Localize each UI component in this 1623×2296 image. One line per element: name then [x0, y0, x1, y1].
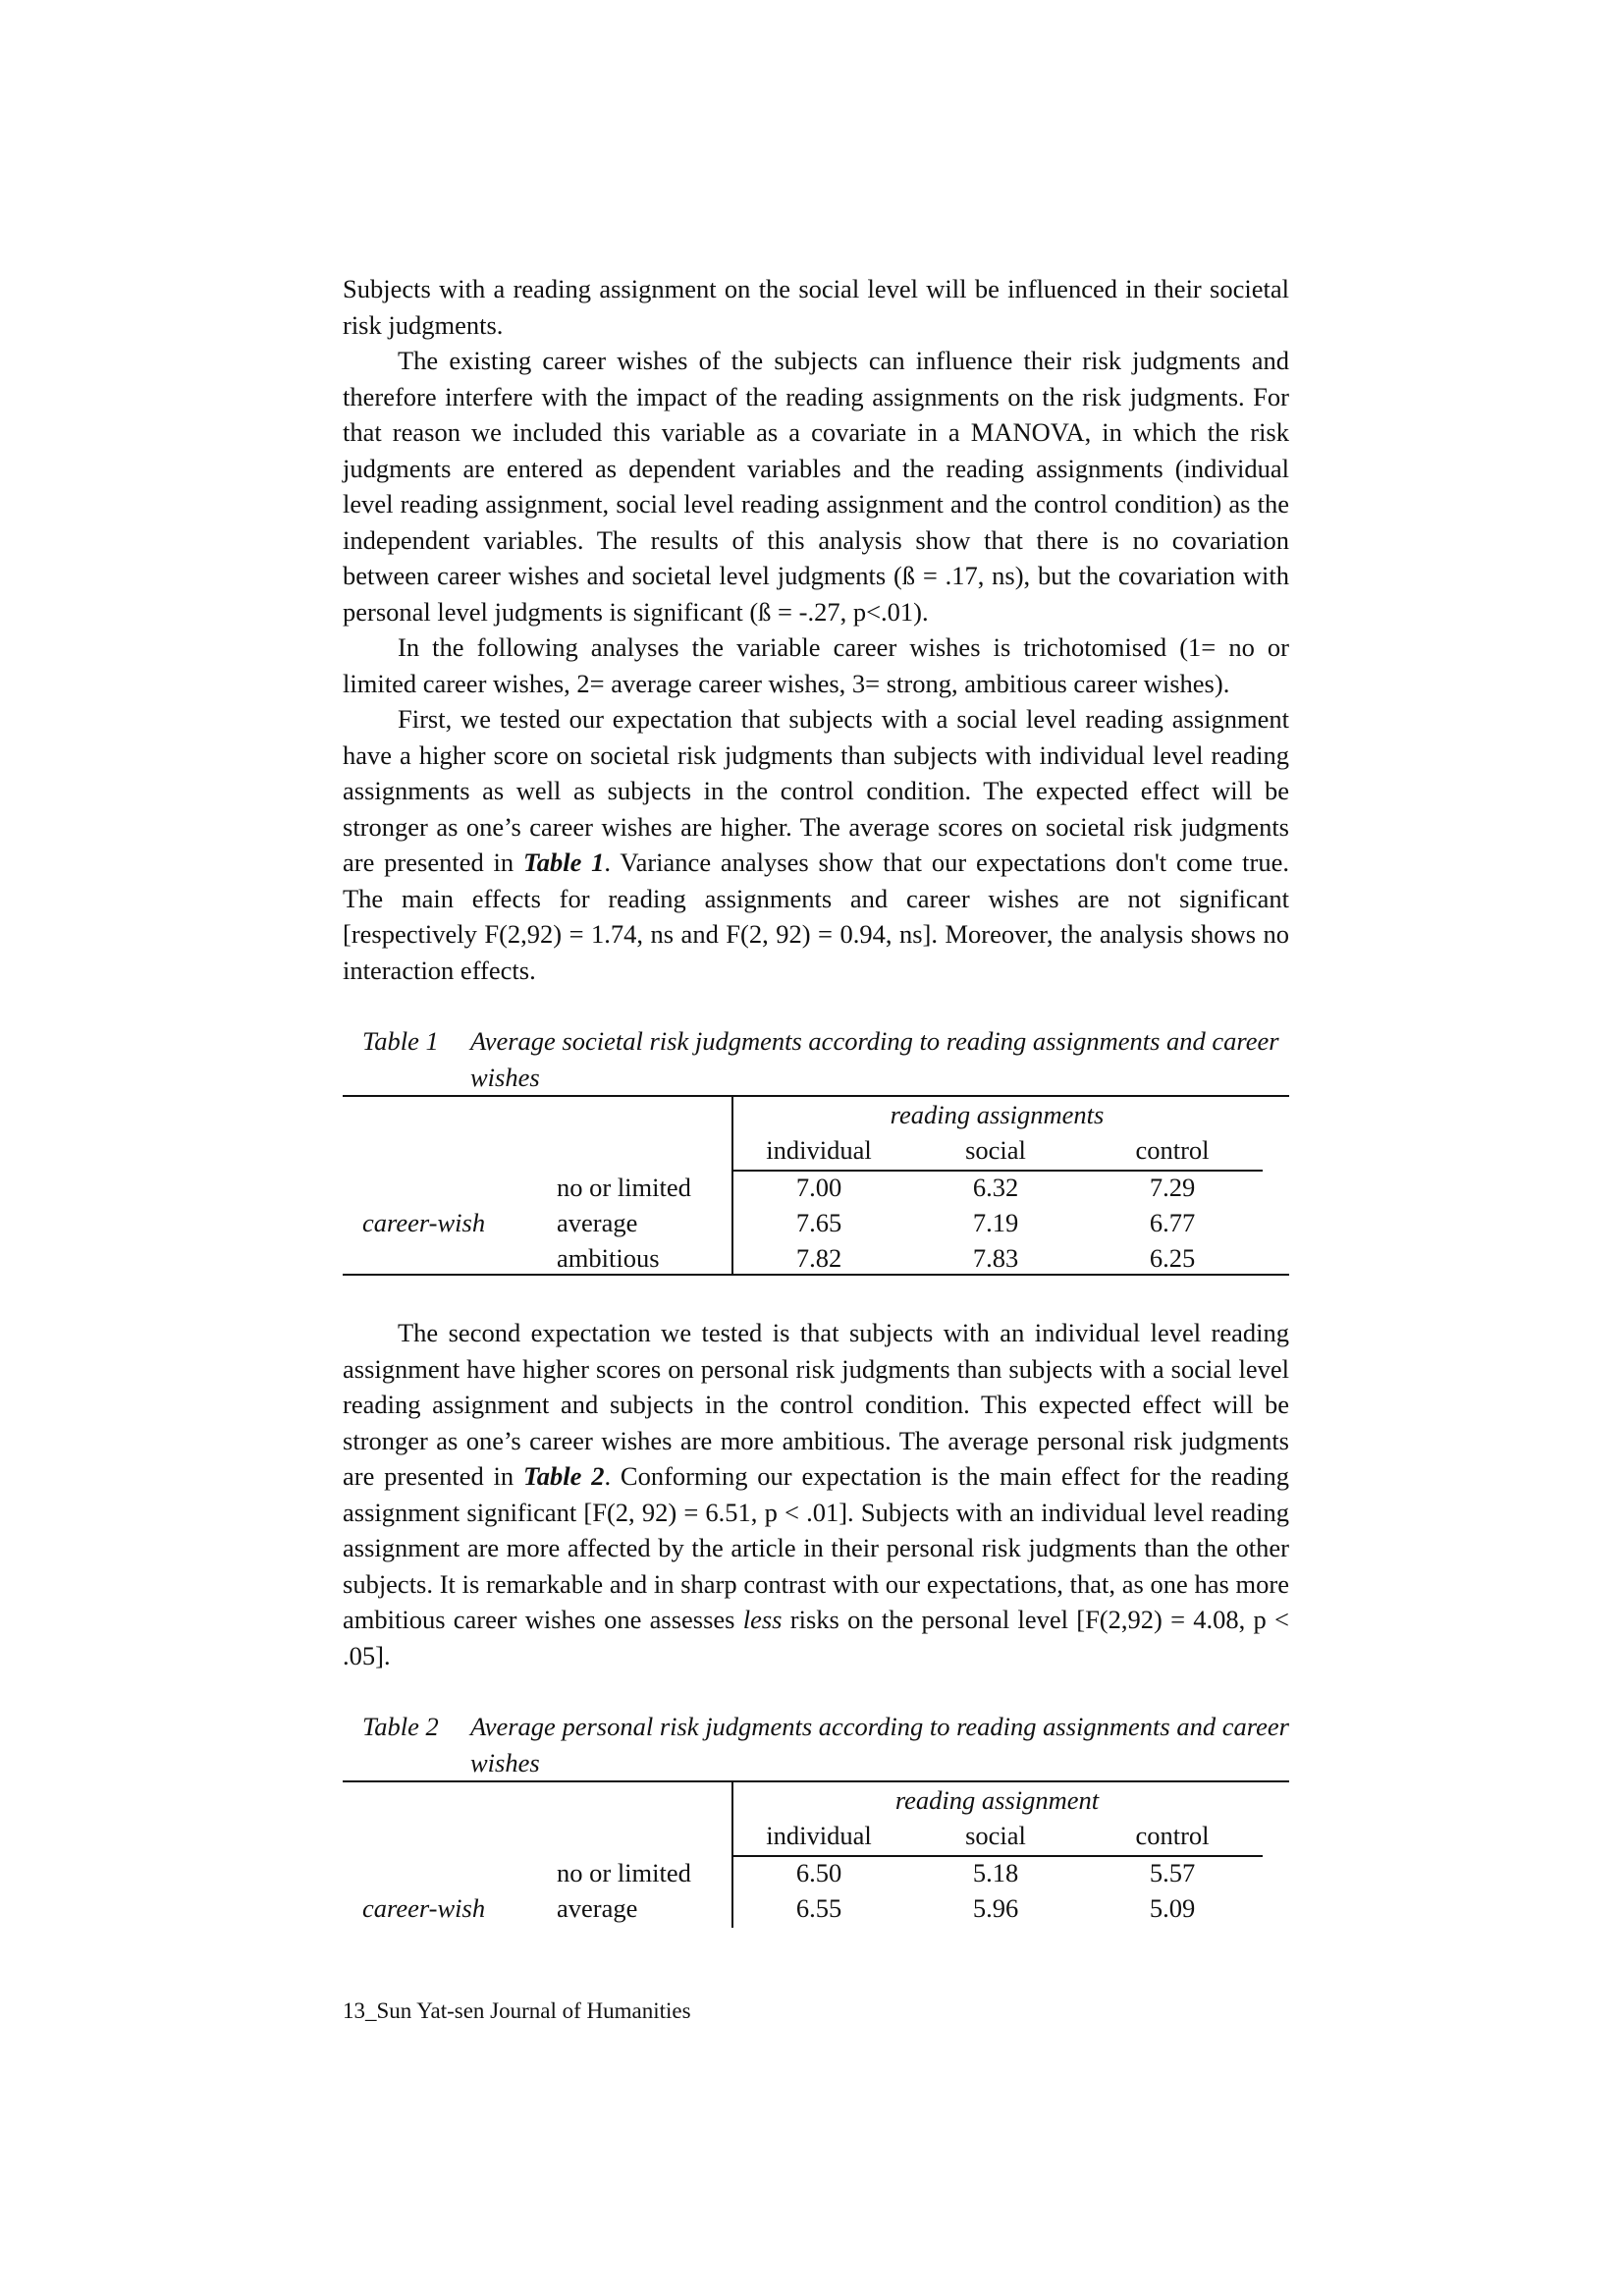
table-1-caption	[343, 1023, 1289, 1095]
paragraph-5	[343, 1315, 1289, 1673]
table-1-row-label: no or limited	[557, 1173, 691, 1202]
table-1-reference: Table 1	[522, 847, 605, 877]
table-1-row-label: ambitious	[557, 1243, 660, 1273]
table-2-label: Table 2	[362, 1712, 439, 1741]
paragraph-5-text-a: The second expectation we tested is that subjects with an individual level reading assignment have higher scores on personal risk judgments than subjects with a social level reading assignment and subjects in the control condition. This expected effect will be stronger as one’s career wishes are more ambitious. The average personal risk judgments are presented in	[343, 1318, 1289, 1491]
emphasis-less: less	[742, 1605, 783, 1634]
paragraph-4	[343, 701, 1289, 988]
paragraph-4-text-b: . Variance analyses show that our expectations don't come true. The main effects for reading assignments and career wishes are not significant [respectively F(2,92) = 1.74, ns and F(2, 92) = 0.94, ns]. Moreover, the analysis shows no interaction effects.	[343, 847, 1289, 985]
table-1-group-header: reading assignments	[890, 1100, 1105, 1129]
table-1-cell: 7.00	[795, 1173, 842, 1202]
table-2-col-header: social	[965, 1821, 1026, 1850]
paragraph-3: In the following analyses the variable career wishes is trichotomised (1= no or limited career wishes, 2= average career wishes, 3= strong, ambitious career wishes).	[343, 632, 1289, 698]
paragraph-5-text-b: . Conforming our expectation is the main effect for the reading assignment significant [F(2, 92) = 6.51, p < .01]. Subjects with an individual level reading assignment are more affected by the article in their personal risk judgments than the other subjects. It is remarkable and in sharp contrast with our expectations, that, as one has more ambitious career wishes one assesses	[343, 1461, 1289, 1634]
table-1-side-label: career-wish	[362, 1208, 486, 1237]
table-1-col-header: social	[965, 1135, 1026, 1165]
table-1-cell: 6.32	[972, 1173, 1019, 1202]
table-1-cell: 7.82	[795, 1243, 842, 1273]
table-1-col-header: control	[1135, 1135, 1210, 1165]
table-2-side-label: career-wish	[362, 1893, 486, 1923]
table-1-cell: 7.65	[795, 1208, 842, 1237]
table-1-caption-text: Average societal risk judgments according to reading assignments and career wishes	[470, 1026, 1279, 1092]
table-1-cell: 7.19	[972, 1208, 1019, 1237]
paragraph-5-text-c: risks on the personal level [F(2,92) = 4.08, p < .05].	[343, 1605, 1289, 1670]
table-2	[343, 1780, 1289, 1928]
table-2-col-header: individual	[766, 1821, 872, 1850]
table-2-caption	[343, 1709, 1289, 1780]
paragraph-2: The existing career wishes of the subjects can influence their risk judgments and therefore interfere with the impact of the reading assignments on the risk judgments. For that reason we included this variable as a covariate in a MANOVA, in which the risk judgments are entered as dependent variables and the reading assignments (individual level reading assignment, social level reading assignment and the control condition) as the independent variables. The results of this analysis show that there is no covariation between career wishes and societal level judgments (ß = .17, ns), but the covariation with personal level judgments is significant (ß = -.27, p<.01).	[343, 346, 1289, 627]
table-1-cell: 6.25	[1149, 1243, 1196, 1273]
table-1-cell: 7.83	[972, 1243, 1019, 1273]
page-body	[343, 271, 1289, 1967]
table-2-row-label: no or limited	[557, 1858, 691, 1887]
table-2-cell: 5.18	[972, 1858, 1019, 1887]
table-1-row-label: average	[557, 1208, 638, 1237]
table-2-cell: 6.50	[795, 1858, 842, 1887]
table-2-row-label: average	[557, 1893, 638, 1923]
table-2-reference: Table 2	[523, 1461, 605, 1491]
table-1	[343, 1095, 1289, 1276]
paragraph-1: Subjects with a reading assignment on the social level will be influenced in their societal risk judgments.	[343, 274, 1289, 340]
table-1-cell: 7.29	[1149, 1173, 1196, 1202]
table-2-cell: 6.55	[795, 1893, 842, 1923]
table-2-cell: 5.09	[1149, 1893, 1196, 1923]
table-2-col-header: control	[1135, 1821, 1210, 1850]
table-1-label: Table 1	[362, 1026, 439, 1056]
table-1-cell: 6.77	[1149, 1208, 1196, 1237]
paragraph-4-text-a: First, we tested our expectation that subjects with a social level reading assignment have a higher score on societal risk judgments than subjects with individual level reading assignments as well as subjects in the control condition. The expected effect will be stronger as one’s career wishes are higher. The average scores on societal risk judgments are presented in	[343, 704, 1289, 877]
table-2-cell: 5.57	[1149, 1858, 1196, 1887]
table-2-caption-text: Average personal risk judgments according to reading assignments and career wishes	[470, 1712, 1289, 1777]
table-2-cell: 5.96	[972, 1893, 1019, 1923]
table-2-group-header: reading assignment	[894, 1785, 1100, 1815]
table-1-col-header: individual	[766, 1135, 872, 1165]
page-footer: 13_Sun Yat-sen Journal of Humanities	[343, 1998, 691, 2023]
